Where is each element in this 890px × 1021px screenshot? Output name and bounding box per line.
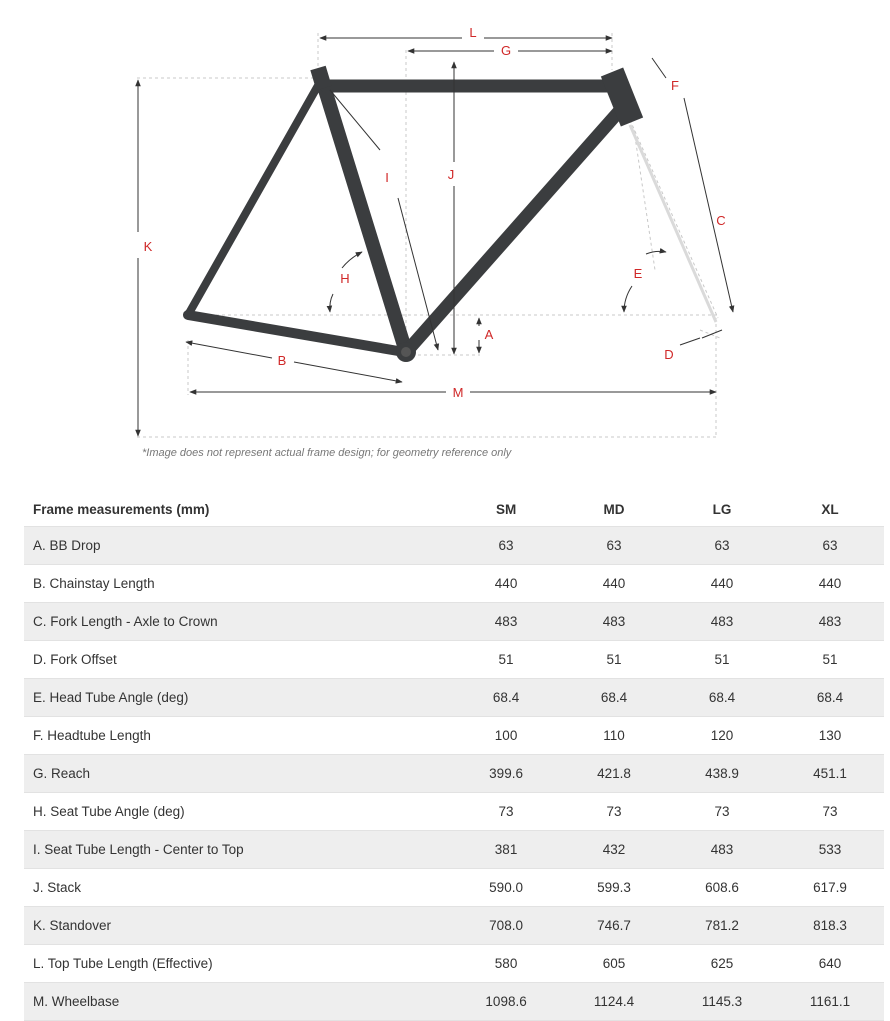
table-row bbox=[24, 679, 884, 717]
value-xl: 483 bbox=[776, 603, 884, 641]
value-sm: 381 bbox=[452, 831, 560, 869]
value-sm: 100 bbox=[452, 717, 560, 755]
value-xl: 63 bbox=[776, 527, 884, 565]
value-lg: 438.9 bbox=[668, 755, 776, 793]
label-c: C bbox=[716, 213, 726, 228]
table-row bbox=[24, 717, 884, 755]
measurement-label: J. Stack bbox=[24, 869, 452, 907]
value-md: 1124.4 bbox=[560, 983, 668, 1021]
header-size-sm: SM bbox=[495, 501, 517, 517]
value-sm: 68.4 bbox=[452, 679, 560, 717]
table-row bbox=[24, 755, 884, 793]
value-md: 110 bbox=[560, 717, 668, 755]
label-i: I bbox=[385, 170, 389, 185]
measurement-label: I. Seat Tube Length - Center to Top bbox=[24, 831, 452, 869]
table-row bbox=[24, 945, 884, 983]
label-k: K bbox=[143, 239, 153, 254]
value-xl: 68.4 bbox=[776, 679, 884, 717]
value-lg: 781.2 bbox=[668, 907, 776, 945]
measurement-label: K. Standover bbox=[24, 907, 452, 945]
table-row bbox=[24, 603, 884, 641]
value-md: 63 bbox=[560, 527, 668, 565]
value-xl: 51 bbox=[776, 641, 884, 679]
geometry-table bbox=[24, 492, 884, 1021]
label-b: B bbox=[277, 353, 287, 368]
value-md: 605 bbox=[560, 945, 668, 983]
value-sm: 483 bbox=[452, 603, 560, 641]
label-d: D bbox=[664, 347, 674, 362]
value-lg: 483 bbox=[668, 831, 776, 869]
value-xl: 617.9 bbox=[776, 869, 884, 907]
measurement-label: C. Fork Length - Axle to Crown bbox=[24, 603, 452, 641]
value-md: 73 bbox=[560, 793, 668, 831]
measurement-label: A. BB Drop bbox=[24, 527, 452, 565]
table-row bbox=[24, 565, 884, 603]
measurement-label: H. Seat Tube Angle (deg) bbox=[24, 793, 452, 831]
value-lg: 1145.3 bbox=[668, 983, 776, 1021]
value-xl: 818.3 bbox=[776, 907, 884, 945]
value-md: 599.3 bbox=[560, 869, 668, 907]
table-row bbox=[24, 983, 884, 1021]
measurement-label: M. Wheelbase bbox=[24, 983, 452, 1021]
value-lg: 608.6 bbox=[668, 869, 776, 907]
value-xl: 451.1 bbox=[776, 755, 884, 793]
value-sm: 440 bbox=[452, 565, 560, 603]
value-sm: 63 bbox=[452, 527, 560, 565]
value-xl: 640 bbox=[776, 945, 884, 983]
value-lg: 625 bbox=[668, 945, 776, 983]
value-sm: 708.0 bbox=[452, 907, 560, 945]
table-row bbox=[24, 907, 884, 945]
label-h: H bbox=[340, 271, 350, 286]
value-lg: 483 bbox=[668, 603, 776, 641]
table-row bbox=[24, 793, 884, 831]
value-xl: 440 bbox=[776, 565, 884, 603]
value-sm: 51 bbox=[452, 641, 560, 679]
value-md: 483 bbox=[560, 603, 668, 641]
label-e: E bbox=[633, 266, 643, 281]
measurement-label: E. Head Tube Angle (deg) bbox=[24, 679, 452, 717]
measurement-label: D. Fork Offset bbox=[24, 641, 452, 679]
table-header-row bbox=[24, 492, 884, 527]
bike-frame bbox=[188, 68, 632, 362]
table-body bbox=[24, 527, 884, 1021]
value-xl: 73 bbox=[776, 793, 884, 831]
diagram-caption: *Image does not represent actual frame design; for geometry reference only bbox=[142, 447, 512, 459]
value-sm: 580 bbox=[452, 945, 560, 983]
fork bbox=[630, 125, 716, 322]
label-l: L bbox=[469, 25, 477, 40]
value-sm: 590.0 bbox=[452, 869, 560, 907]
value-md: 421.8 bbox=[560, 755, 668, 793]
label-m: M bbox=[452, 385, 464, 400]
value-xl: 130 bbox=[776, 717, 884, 755]
value-md: 746.7 bbox=[560, 907, 668, 945]
measurement-label: L. Top Tube Length (Effective) bbox=[24, 945, 452, 983]
measurement-label: G. Reach bbox=[24, 755, 452, 793]
value-lg: 63 bbox=[668, 527, 776, 565]
value-lg: 68.4 bbox=[668, 679, 776, 717]
value-md: 68.4 bbox=[560, 679, 668, 717]
label-f: F bbox=[671, 78, 679, 93]
value-sm: 399.6 bbox=[452, 755, 560, 793]
value-md: 432 bbox=[560, 831, 668, 869]
value-md: 440 bbox=[560, 565, 668, 603]
header-size-lg: LG bbox=[712, 501, 732, 517]
label-a: A bbox=[484, 327, 494, 342]
table-row bbox=[24, 869, 884, 907]
value-lg: 440 bbox=[668, 565, 776, 603]
dimension-arrows bbox=[138, 38, 733, 436]
value-lg: 51 bbox=[668, 641, 776, 679]
value-md: 51 bbox=[560, 641, 668, 679]
header-size-md: MD bbox=[603, 501, 625, 517]
table-row bbox=[24, 831, 884, 869]
value-sm: 1098.6 bbox=[452, 983, 560, 1021]
table-row bbox=[24, 641, 884, 679]
value-sm: 73 bbox=[452, 793, 560, 831]
label-j: J bbox=[447, 167, 455, 182]
frame-geometry-diagram bbox=[0, 0, 890, 470]
value-xl: 1161.1 bbox=[776, 983, 884, 1021]
value-lg: 73 bbox=[668, 793, 776, 831]
measurement-label: B. Chainstay Length bbox=[24, 565, 452, 603]
table-row bbox=[24, 527, 884, 565]
measurement-label: F. Headtube Length bbox=[24, 717, 452, 755]
value-lg: 120 bbox=[668, 717, 776, 755]
header-measurement: Frame measurements (mm) bbox=[33, 501, 210, 517]
label-g: G bbox=[500, 43, 512, 58]
value-xl: 533 bbox=[776, 831, 884, 869]
header-size-xl: XL bbox=[821, 501, 839, 517]
